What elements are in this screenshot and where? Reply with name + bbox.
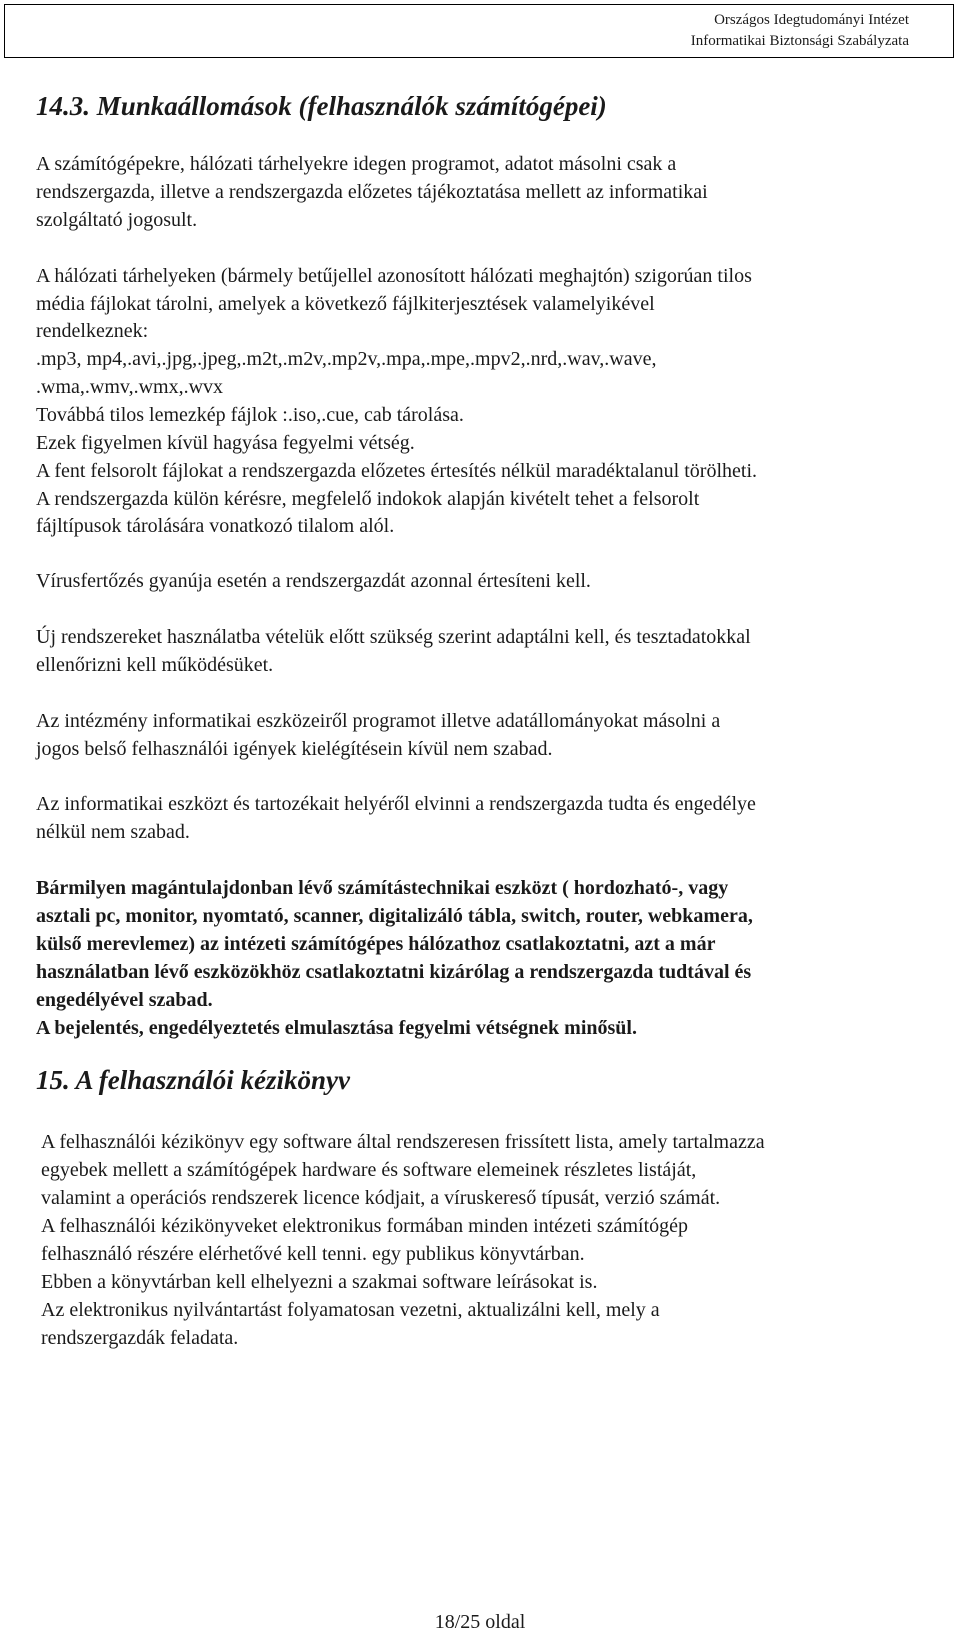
file-extensions-line: .mp3, mp4,.avi,.jpg,.jpeg,.m2t,.m2v,.mp2v,.mpa,.mpe,.mpv2,.nrd,.wav,.wave, [36, 348, 657, 370]
section-15-heading: 15. A felhasználói kézikönyv [36, 1065, 351, 1095]
text-line: rendszergazdák feladata. [41, 1327, 239, 1349]
text-line: nélkül nem szabad. [36, 821, 190, 843]
text-line: asztali pc, monitor, nyomtató, scanner, digitalizáló tábla, switch, router, webkamera, [36, 905, 753, 927]
text-line: A fent felsorolt fájlokat a rendszergazda előzetes értesítés nélkül maradéktalanul törölheti. [36, 460, 758, 482]
text-line: Továbbá tilos lemezkép fájlok :.iso,.cue, cab tárolása. [36, 404, 464, 426]
text-line: A hálózati tárhelyeken (bármely betűjellel azonosított hálózati meghajtón) szigorúan tilos [36, 265, 752, 287]
text-line: Az elektronikus nyilvántartást folyamatosan vezetni, aktualizálni kell, mely a [41, 1299, 660, 1321]
text-line: külső merevlemez) az intézeti számítógépes hálózathoz csatlakoztatni, azt a már [36, 933, 716, 955]
header-document-title: Informatikai Biztonsági Szabályzata [690, 33, 909, 49]
text-line: A felhasználói kézikönyv egy software által rendszeresen frissített lista, amely tartalmazza [41, 1131, 765, 1153]
text-line: Az intézmény informatikai eszközeiről programot illetve adatállományokat másolni a [36, 710, 721, 732]
text-line: ellenőrizni kell működésüket. [36, 654, 274, 676]
text-line: valamint a operációs rendszerek licence kódjait, a víruskereső típusát, verzió számát. [41, 1187, 721, 1209]
header-institution: Országos Idegtudományi Intézet [714, 12, 909, 28]
text-line: egyebek mellett a számítógépek hardware és software elemeinek részletes listáját, [41, 1159, 697, 1181]
text-line: engedélyével szabad. [36, 989, 213, 1011]
text-line: Az informatikai eszközt és tartozékait helyéről elvinni a rendszergazda tudta és engedélye [36, 793, 756, 815]
text-line: Ebben a könyvtárban kell elhelyezni a szakmai software leírásokat is. [41, 1271, 598, 1293]
text-line: rendszergazda, illetve a rendszergazda előzetes tájékoztatása mellett az informatikai [36, 181, 708, 203]
section-14-3-heading: 14.3. Munkaállomások (felhasználók számítógépei) [36, 91, 607, 121]
text-line: Ezek figyelmen kívül hagyása fegyelmi vétség. [36, 432, 415, 454]
text-line: A rendszergazda külön kérésre, megfelelő indokok alapján kivételt tehet a felsorolt [36, 488, 700, 510]
page-number: 18/25 oldal [434, 1611, 526, 1633]
text-line: A bejelentés, engedélyeztetés elmulasztása fegyelmi vétségnek minősül. [36, 1017, 637, 1039]
text-line: fájltípusok tárolására vonatkozó tilalom alól. [36, 515, 395, 537]
page-header [4, 4, 954, 58]
text-line: felhasználó részére elérhetővé kell tenni. egy publikus könyvtárban. [41, 1243, 585, 1265]
text-line: jogos belső felhasználói igények kielégítésein kívül nem szabad. [36, 738, 553, 760]
text-line: A felhasználói kézikönyveket elektronikus formában minden intézeti számítógép [41, 1215, 689, 1237]
text-line: A számítógépekre, hálózati tárhelyekre idegen programot, adatot másolni csak a [36, 153, 677, 175]
paragraph-3: Vírusfertőzés gyanúja esetén a rendszergazdát azonnal értesíteni kell. [36, 570, 591, 592]
text-line: Új rendszereket használatba vételük előtt szükség szerint adaptálni kell, és tesztadatokkal [36, 626, 751, 648]
text-line: média fájlokat tárolni, amelyek a következő fájlkiterjesztések valamelyikével [36, 293, 655, 315]
file-extensions-line: .wma,.wmv,.wmx,.wvx [36, 376, 224, 398]
text-line: használatban lévő eszközökhöz csatlakoztatni kizárólag a rendszergazda tudtával és [36, 961, 752, 983]
text-line: szolgáltató jogosult. [36, 209, 198, 231]
text-line: rendelkeznek: [36, 320, 149, 342]
text-line: Bármilyen magántulajdonban lévő számítástechnikai eszközt ( hordozható-, vagy [36, 877, 729, 899]
